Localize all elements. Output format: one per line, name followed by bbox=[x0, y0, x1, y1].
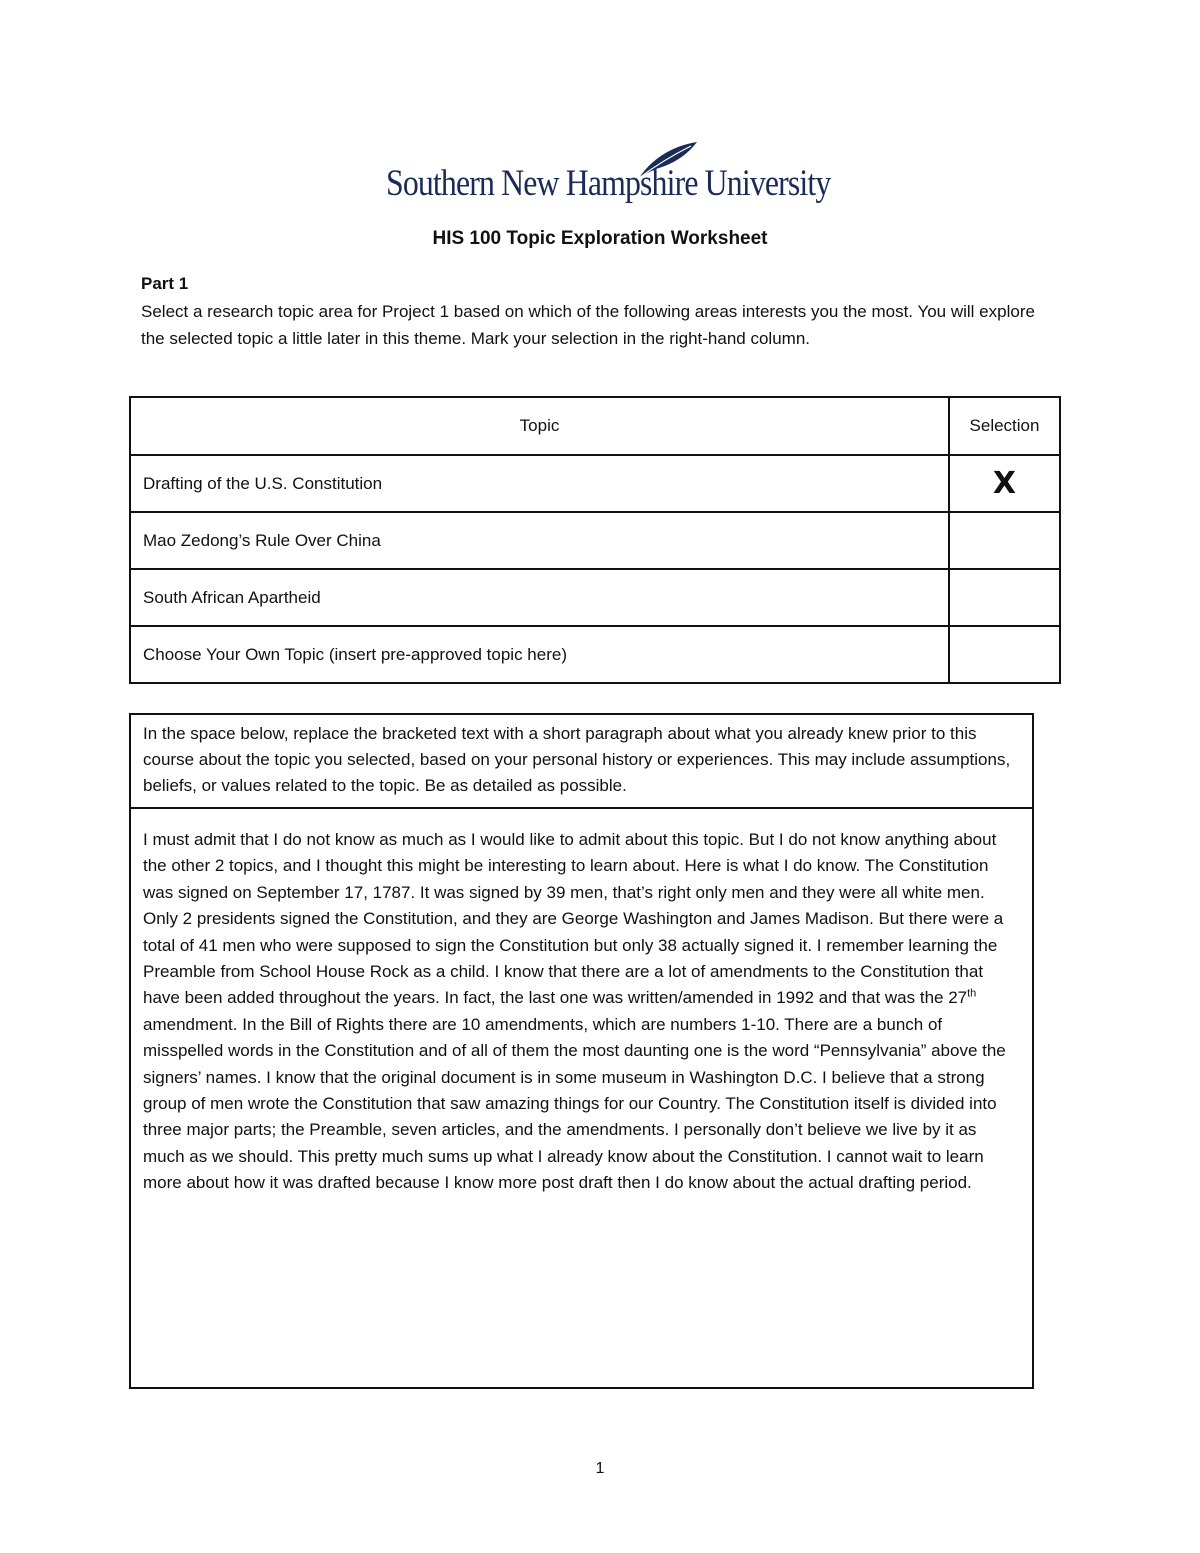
header-selection: Selection bbox=[949, 397, 1060, 455]
page-title: HIS 100 Topic Exploration Worksheet bbox=[432, 228, 768, 249]
selection-cell[interactable] bbox=[949, 626, 1060, 683]
page-number: 1 bbox=[595, 1460, 605, 1477]
topic-table bbox=[129, 396, 1061, 684]
table-row bbox=[130, 569, 1060, 626]
topic-cell: Mao Zedong’s Rule Over China bbox=[130, 512, 949, 569]
answer-text-part2: amendment. In the Bill of Rights there are 10 amendments, which are numbers 1-10. There are a bunch of misspelled words in the Constitution and of all of them the most daunting one is the word “Pennsylvania” above the signers’ names. I know that the original document is in some museum in Washington D.C. I believe that a strong group of men wrote the Constitution that saw amazing things for our Country. The Constitution itself is divided into three major parts; the Preamble, seven articles, and the amendments. I personally don’t believe we live by it as much as we should. This pretty much sums up what I already know about the Constitution. I cannot wait to learn more about how it was drafted because I know more post draft then I do know about the actual drafting period. bbox=[143, 1014, 1006, 1193]
intro-paragraph: Select a research topic area for Project 1 based on which of the following areas interests you the most. You will explore the selected topic a little later in this theme. Mark your selection in the right-hand column. bbox=[141, 302, 1035, 348]
selection-cell[interactable] bbox=[949, 455, 1060, 512]
selection-cell[interactable] bbox=[949, 512, 1060, 569]
topic-cell: Drafting of the U.S. Constitution bbox=[130, 455, 949, 512]
university-logo bbox=[386, 140, 831, 210]
selection-cell[interactable] bbox=[949, 569, 1060, 626]
table-row bbox=[130, 512, 1060, 569]
topic-cell: South African Apartheid bbox=[130, 569, 949, 626]
ordinal-suffix: th bbox=[967, 987, 977, 1000]
selection-mark: X bbox=[992, 466, 1017, 501]
table-row bbox=[130, 455, 1060, 512]
logo-wordmark: Southern New Hampshire University bbox=[386, 163, 831, 204]
table-header-row bbox=[130, 397, 1060, 455]
topic-cell: Choose Your Own Topic (insert pre-approved topic here) bbox=[130, 626, 949, 683]
response-prompt: In the space below, replace the bracketed text with a short paragraph about what you already knew prior to this course about the topic you selected, based on your personal history or experiences. This may include assumptions, beliefs, or values related to the topic. Be as detailed as possible. bbox=[131, 715, 1032, 809]
answer-text-part1: I must admit that I do not know as much as I would like to admit about this topic. But I do not know anything about the other 2 topics, and I thought this might be interesting to learn about. Here is what I do know. The Constitution was signed on September 17, 1787. It was signed by 39 men, that’s right only men and they were all white men. Only 2 presidents signed the Constitution, and they are George Washington and James Madison. But there were a total of 41 men who were supposed to sign the Constitution but only 38 actually signed it. I remember learning the Preamble from School House Rock as a child. I know that there are a lot of amendments to the Constitution that have been added throughout the years. In fact, the last one was written/amended in 1992 and that was the 27 bbox=[143, 830, 1004, 1008]
response-answer[interactable] bbox=[131, 809, 1032, 1197]
table-row bbox=[130, 626, 1060, 683]
header-topic: Topic bbox=[130, 397, 949, 455]
part-heading: Part 1 bbox=[141, 274, 189, 293]
response-box bbox=[129, 713, 1034, 1389]
